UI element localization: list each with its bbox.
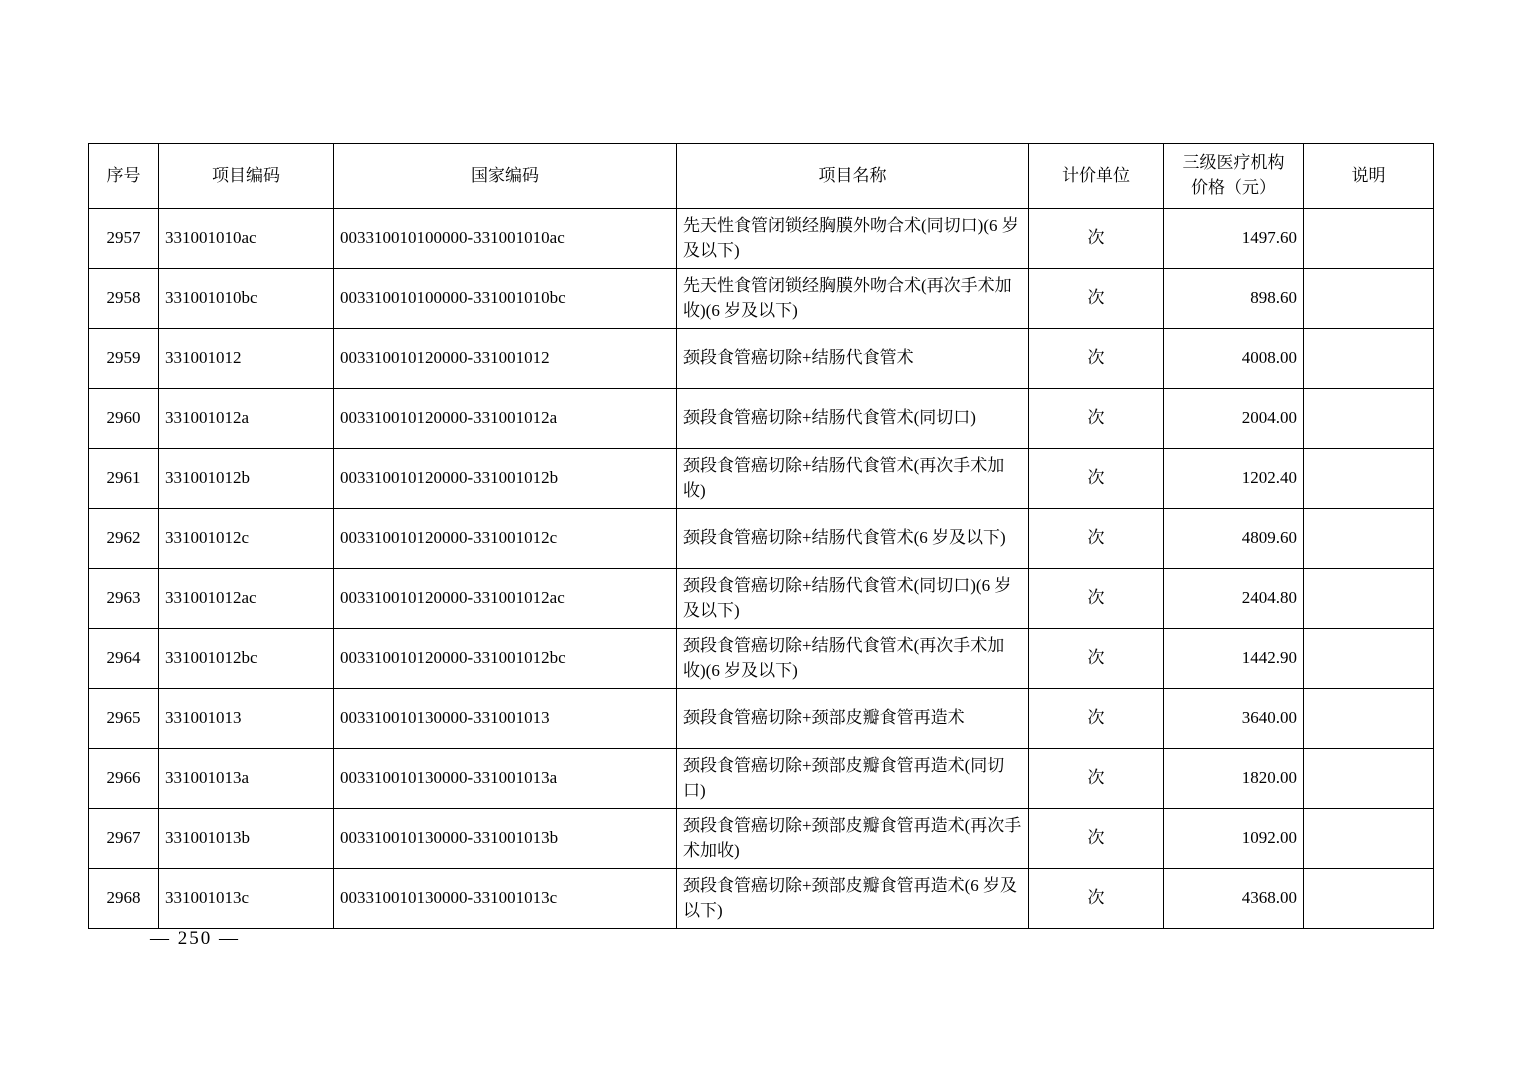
cell-unit: 次 — [1029, 509, 1164, 569]
cell-note — [1304, 869, 1434, 929]
cell-index: 2964 — [89, 629, 159, 689]
column-header-price-line1: 三级医疗机构 — [1182, 153, 1285, 173]
cell-item-code: 331001010bc — [159, 269, 334, 329]
cell-index: 2962 — [89, 509, 159, 569]
cell-item-name: 颈段食管癌切除+颈部皮瓣食管再造术(同切口) — [677, 749, 1029, 809]
cell-national-code: 003310010120000-331001012ac — [334, 569, 677, 629]
cell-index: 2959 — [89, 329, 159, 389]
cell-unit: 次 — [1029, 449, 1164, 509]
cell-unit: 次 — [1029, 689, 1164, 749]
cell-price: 1092.00 — [1164, 809, 1304, 869]
table-row — [89, 749, 1434, 809]
cell-item-code: 331001012b — [159, 449, 334, 509]
page-number: — 250 — — [150, 928, 240, 949]
cell-national-code: 003310010130000-331001013a — [334, 749, 677, 809]
table-row — [89, 629, 1434, 689]
cell-price: 2004.00 — [1164, 389, 1304, 449]
table-row — [89, 809, 1434, 869]
cell-unit: 次 — [1029, 749, 1164, 809]
cell-unit: 次 — [1029, 329, 1164, 389]
cell-note — [1304, 509, 1434, 569]
cell-item-code: 331001013a — [159, 749, 334, 809]
column-header-note: 说明 — [1304, 144, 1434, 209]
cell-unit: 次 — [1029, 269, 1164, 329]
cell-index: 2963 — [89, 569, 159, 629]
cell-item-name: 颈段食管癌切除+颈部皮瓣食管再造术 — [677, 689, 1029, 749]
table-row — [89, 689, 1434, 749]
cell-price: 2404.80 — [1164, 569, 1304, 629]
cell-unit: 次 — [1029, 629, 1164, 689]
table-row — [89, 449, 1434, 509]
cell-index: 2967 — [89, 809, 159, 869]
cell-price: 1442.90 — [1164, 629, 1304, 689]
table-row — [89, 389, 1434, 449]
cell-note — [1304, 749, 1434, 809]
column-header-price-line2: 价格（元） — [1191, 178, 1276, 197]
cell-note — [1304, 209, 1434, 269]
cell-price: 1820.00 — [1164, 749, 1304, 809]
column-header-national-code: 国家编码 — [334, 144, 677, 209]
cell-unit: 次 — [1029, 869, 1164, 929]
medical-price-table — [88, 143, 1434, 929]
cell-item-code: 331001012 — [159, 329, 334, 389]
cell-note — [1304, 569, 1434, 629]
cell-national-code: 003310010100000-331001010bc — [334, 269, 677, 329]
cell-item-code: 331001012a — [159, 389, 334, 449]
cell-item-name: 颈段食管癌切除+结肠代食管术 — [677, 329, 1029, 389]
cell-item-name: 颈段食管癌切除+结肠代食管术(6 岁及以下) — [677, 509, 1029, 569]
cell-index: 2965 — [89, 689, 159, 749]
cell-item-name: 颈段食管癌切除+结肠代食管术(再次手术加收)(6 岁及以下) — [677, 629, 1029, 689]
column-header-price — [1164, 144, 1304, 209]
cell-national-code: 003310010120000-331001012c — [334, 509, 677, 569]
cell-unit: 次 — [1029, 569, 1164, 629]
cell-price: 4008.00 — [1164, 329, 1304, 389]
cell-national-code: 003310010120000-331001012b — [334, 449, 677, 509]
table-header-row — [89, 144, 1434, 209]
cell-item-code: 331001013c — [159, 869, 334, 929]
cell-unit: 次 — [1029, 809, 1164, 869]
cell-item-name: 颈段食管癌切除+结肠代食管术(再次手术加收) — [677, 449, 1029, 509]
column-header-item-code: 项目编码 — [159, 144, 334, 209]
cell-item-code: 331001010ac — [159, 209, 334, 269]
cell-price: 1202.40 — [1164, 449, 1304, 509]
cell-note — [1304, 449, 1434, 509]
cell-index: 2966 — [89, 749, 159, 809]
cell-index: 2958 — [89, 269, 159, 329]
cell-note — [1304, 389, 1434, 449]
cell-item-code: 331001012c — [159, 509, 334, 569]
cell-item-name: 先天性食管闭锁经胸膜外吻合术(同切口)(6 岁及以下) — [677, 209, 1029, 269]
cell-item-code: 331001013 — [159, 689, 334, 749]
cell-index: 2960 — [89, 389, 159, 449]
cell-price: 1497.60 — [1164, 209, 1304, 269]
cell-national-code: 003310010130000-331001013c — [334, 869, 677, 929]
cell-price: 4809.60 — [1164, 509, 1304, 569]
cell-price: 4368.00 — [1164, 869, 1304, 929]
cell-index: 2968 — [89, 869, 159, 929]
column-header-item-name: 项目名称 — [677, 144, 1029, 209]
cell-item-name: 先天性食管闭锁经胸膜外吻合术(再次手术加收)(6 岁及以下) — [677, 269, 1029, 329]
cell-national-code: 003310010130000-331001013b — [334, 809, 677, 869]
cell-price: 898.60 — [1164, 269, 1304, 329]
table-row — [89, 269, 1434, 329]
table-row — [89, 569, 1434, 629]
cell-unit: 次 — [1029, 209, 1164, 269]
cell-item-code: 331001012ac — [159, 569, 334, 629]
cell-item-name: 颈段食管癌切除+结肠代食管术(同切口)(6 岁及以下) — [677, 569, 1029, 629]
cell-price: 3640.00 — [1164, 689, 1304, 749]
cell-item-name: 颈段食管癌切除+结肠代食管术(同切口) — [677, 389, 1029, 449]
cell-note — [1304, 809, 1434, 869]
table-row — [89, 869, 1434, 929]
cell-index: 2961 — [89, 449, 159, 509]
cell-item-name: 颈段食管癌切除+颈部皮瓣食管再造术(再次手术加收) — [677, 809, 1029, 869]
cell-item-name: 颈段食管癌切除+颈部皮瓣食管再造术(6 岁及以下) — [677, 869, 1029, 929]
table-body — [89, 209, 1434, 929]
table-row — [89, 209, 1434, 269]
column-header-unit: 计价单位 — [1029, 144, 1164, 209]
column-header-index: 序号 — [89, 144, 159, 209]
table-row — [89, 509, 1434, 569]
cell-item-code: 331001013b — [159, 809, 334, 869]
cell-index: 2957 — [89, 209, 159, 269]
cell-note — [1304, 629, 1434, 689]
cell-national-code: 003310010130000-331001013 — [334, 689, 677, 749]
cell-unit: 次 — [1029, 389, 1164, 449]
cell-national-code: 003310010120000-331001012 — [334, 329, 677, 389]
cell-national-code: 003310010100000-331001010ac — [334, 209, 677, 269]
cell-note — [1304, 269, 1434, 329]
cell-national-code: 003310010120000-331001012a — [334, 389, 677, 449]
cell-note — [1304, 329, 1434, 389]
cell-national-code: 003310010120000-331001012bc — [334, 629, 677, 689]
cell-note — [1304, 689, 1434, 749]
cell-item-code: 331001012bc — [159, 629, 334, 689]
table-row — [89, 329, 1434, 389]
table-header — [89, 144, 1434, 209]
